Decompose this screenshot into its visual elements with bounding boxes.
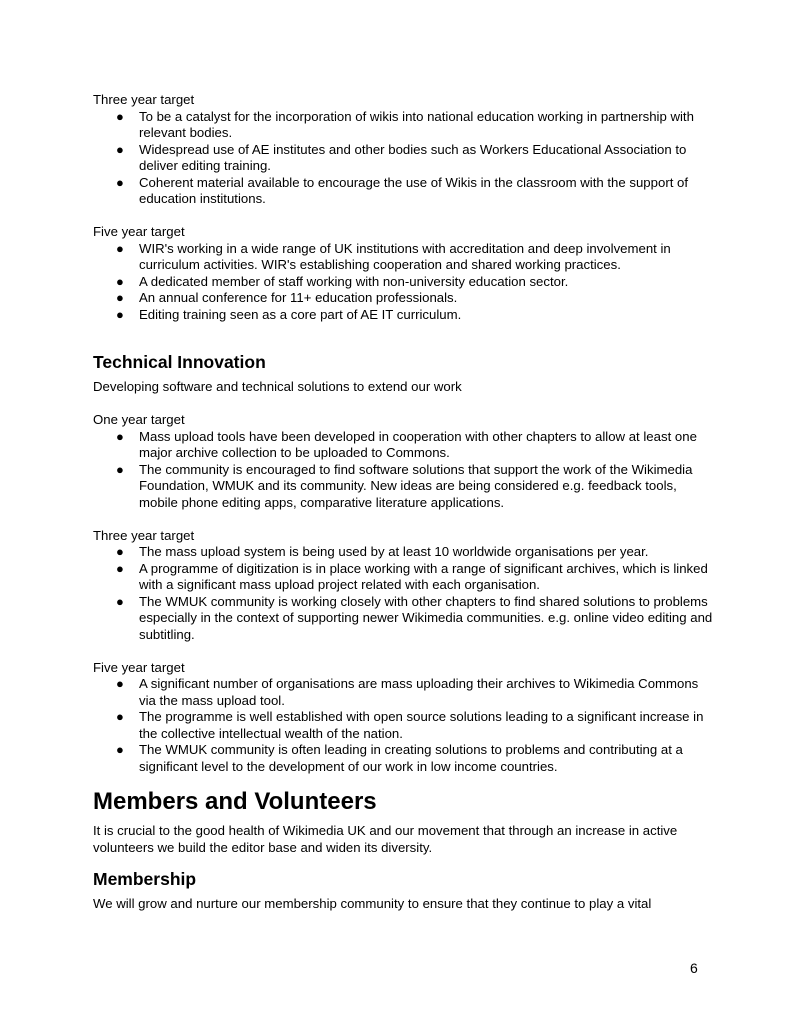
technical-three-year-label: Three year target (93, 527, 195, 543)
bullet-icon: ● (116, 544, 124, 559)
bullet-icon: ● (116, 428, 124, 444)
members-volunteers-heading: Members and Volunteers (93, 788, 377, 815)
members-intro: It is crucial to the good health of Wikimedia UK and our movement that through an increase in active volunteers we build the editor base and widen its diversity. (93, 823, 678, 855)
wikis-five-year-label: Five year target (93, 224, 185, 239)
document-page (93, 92, 713, 913)
bullet-icon: ● (116, 676, 124, 691)
technical-one-year-list (93, 429, 713, 512)
wikis-five-year-list (93, 241, 713, 324)
list-item: ● The community is encouraged to find software solutions that support the work of the Wikimedia Foundation, WMUK and its community. New ideas are being considered e.g. feedback tools, mobile phone editing apps, comparative literature applications. (116, 461, 693, 510)
bullet-icon: ● (116, 273, 124, 289)
list-item: ● The programme is well established with open source solutions leading to a significant increase in the collective intellectual wealth of the nation. (116, 709, 704, 741)
wikis-three-year-label: Three year target (93, 92, 195, 107)
technical-three-year-list (93, 544, 713, 643)
bullet-icon: ● (116, 290, 124, 305)
list-item: ● Widespread use of AE institutes and other bodies such as Workers Educational Association to deliver editing training. (116, 141, 687, 173)
list-item: ● A programme of digitization is in place working with a range of significant archives, which is linked with a significant mass upload project related with each organisation. (116, 560, 708, 592)
bullet-icon: ● (116, 108, 124, 124)
technical-intro: Developing software and technical solutions to extend our work (93, 379, 462, 394)
bullet-icon: ● (116, 141, 124, 157)
list-item: ● A dedicated member of staff working with non-university education sector. (116, 273, 569, 289)
list-item: ● A significant number of organisations are mass uploading their archives to Wikimedia Commons via the mass upload tool. (116, 676, 699, 708)
technical-five-year-label: Five year target (93, 659, 185, 675)
list-item: ● To be a catalyst for the incorporation of wikis into national education working in partnership with relevant bodies. (116, 108, 694, 140)
list-item: ● The WMUK community is often leading in creating solutions to problems and contributing at a significant level to the development of our work in low income countries. (116, 742, 683, 774)
bullet-icon: ● (116, 593, 124, 609)
list-item: ● Editing training seen as a core part of AE IT curriculum. (116, 306, 462, 322)
technical-innovation-heading: Technical Innovation (93, 352, 266, 372)
technical-one-year-label: One year target (93, 412, 185, 427)
bullet-icon: ● (116, 709, 124, 724)
membership-intro: We will grow and nurture our membership community to ensure that they continue to play a vital (93, 896, 652, 911)
list-item: ● The WMUK community is working closely with other chapters to find shared solutions to problems especially in the context of supporting newer Wikimedia communities. e.g. online video editing and subtitling. (116, 593, 713, 642)
bullet-icon: ● (116, 742, 124, 757)
wikis-three-year-list (93, 109, 713, 208)
membership-heading: Membership (93, 869, 197, 889)
bullet-icon: ● (116, 306, 124, 322)
list-item: ● Coherent material available to encourage the use of Wikis in the classroom with the support of education institutions. (116, 174, 689, 206)
bullet-icon: ● (116, 174, 124, 190)
technical-five-year-list (93, 676, 713, 775)
list-item: ● The mass upload system is being used by at least 10 worldwide organisations per year. (116, 544, 649, 559)
list-item: ● An annual conference for 11+ education professionals. (116, 290, 458, 305)
list-item: ● Mass upload tools have been developed in cooperation with other chapters to allow at least one major archive collection to be uploaded to Commons. (116, 428, 697, 460)
bullet-icon: ● (116, 240, 124, 256)
list-item: ● WIR's working in a wide range of UK institutions with accreditation and deep involvement in curriculum activities. WIR's establishing cooperation and shared working practices. (116, 240, 671, 272)
page-number: 6 (690, 960, 698, 976)
bullet-icon: ● (116, 560, 124, 576)
bullet-icon: ● (116, 461, 124, 477)
